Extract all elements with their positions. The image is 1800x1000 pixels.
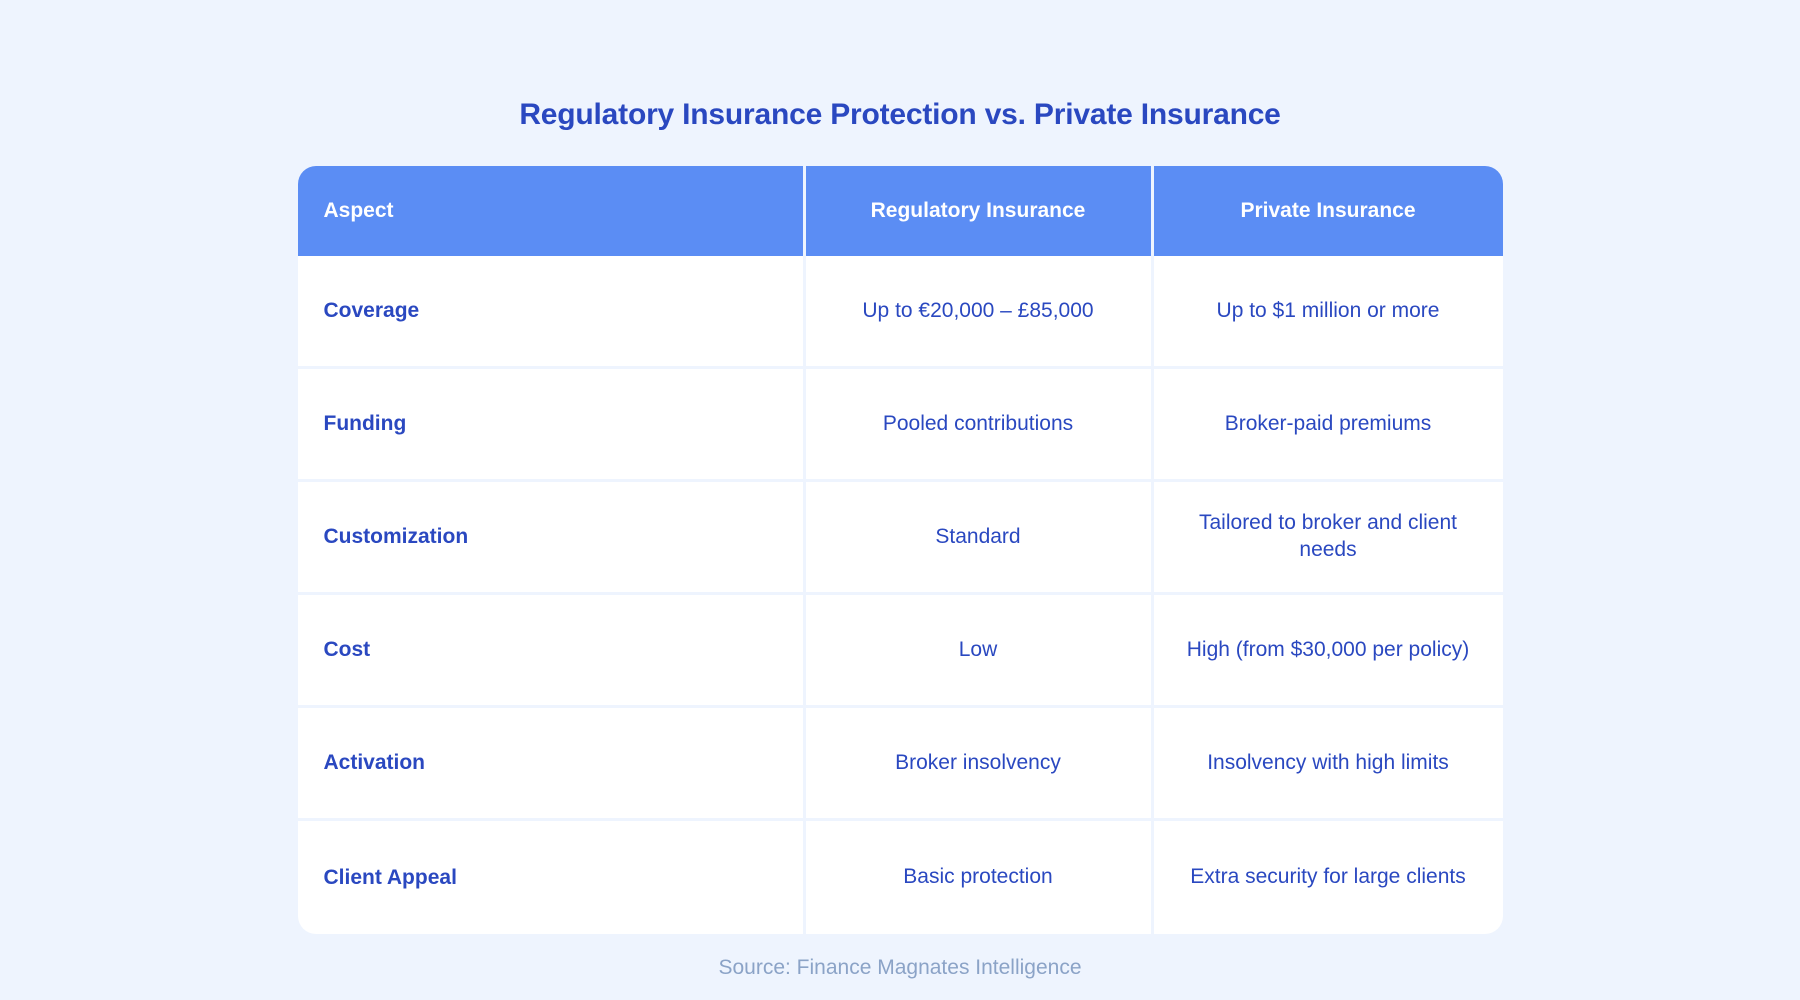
table-row (298, 708, 1503, 821)
table-row (298, 595, 1503, 708)
cell-regulatory-funding: Pooled contributions (806, 369, 1154, 482)
table-body (298, 256, 1503, 934)
cell-regulatory-cost: Low (806, 595, 1154, 708)
cell-regulatory-coverage: Up to €20,000 – £85,000 (806, 256, 1154, 369)
page-title: Regulatory Insurance Protection vs. Private Insurance (519, 98, 1281, 131)
cell-aspect-funding: Funding (298, 369, 806, 482)
comparison-table (298, 166, 1503, 934)
cell-regulatory-activation: Broker insolvency (806, 708, 1154, 821)
table-header-row (298, 166, 1503, 256)
cell-regulatory-client-appeal: Basic protection (806, 821, 1154, 934)
cell-private-cost: High (from $30,000 per policy) (1154, 595, 1503, 708)
cell-aspect-coverage: Coverage (298, 256, 806, 369)
table-row (298, 369, 1503, 482)
cell-private-client-appeal: Extra security for large clients (1154, 821, 1503, 934)
cell-aspect-customization: Customization (298, 482, 806, 595)
column-header-regulatory-insurance: Regulatory Insurance (806, 166, 1154, 256)
table-header (298, 166, 1503, 256)
table-row (298, 482, 1503, 595)
cell-aspect-client-appeal: Client Appeal (298, 821, 806, 934)
cell-aspect-cost: Cost (298, 595, 806, 708)
cell-private-activation: Insolvency with high limits (1154, 708, 1503, 821)
column-header-private-insurance: Private Insurance (1154, 166, 1503, 256)
cell-private-funding: Broker-paid premiums (1154, 369, 1503, 482)
cell-regulatory-customization: Standard (806, 482, 1154, 595)
table-row (298, 256, 1503, 369)
column-header-aspect: Aspect (298, 166, 806, 256)
source-caption: Source: Finance Magnates Intelligence (718, 956, 1082, 979)
table-row (298, 821, 1503, 934)
cell-aspect-activation: Activation (298, 708, 806, 821)
cell-private-customization: Tailored to broker and client needs (1154, 482, 1503, 595)
cell-private-coverage: Up to $1 million or more (1154, 256, 1503, 369)
